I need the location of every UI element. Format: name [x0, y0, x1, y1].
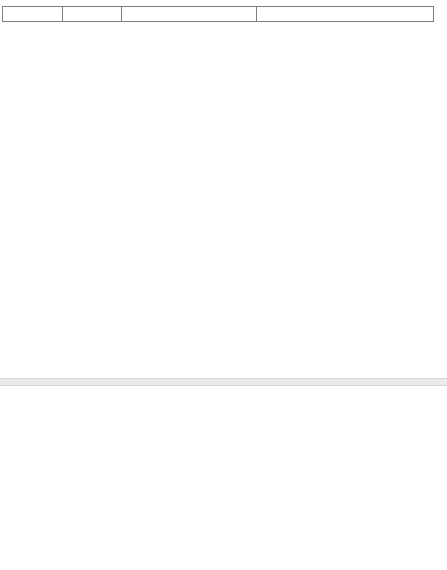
header-interface-description [122, 7, 257, 22]
header-socket [3, 7, 63, 22]
page-break-divider [0, 378, 447, 386]
pinout-table [2, 6, 434, 22]
header-row [3, 7, 434, 22]
header-specific-no [63, 7, 122, 22]
header-function [257, 7, 434, 22]
